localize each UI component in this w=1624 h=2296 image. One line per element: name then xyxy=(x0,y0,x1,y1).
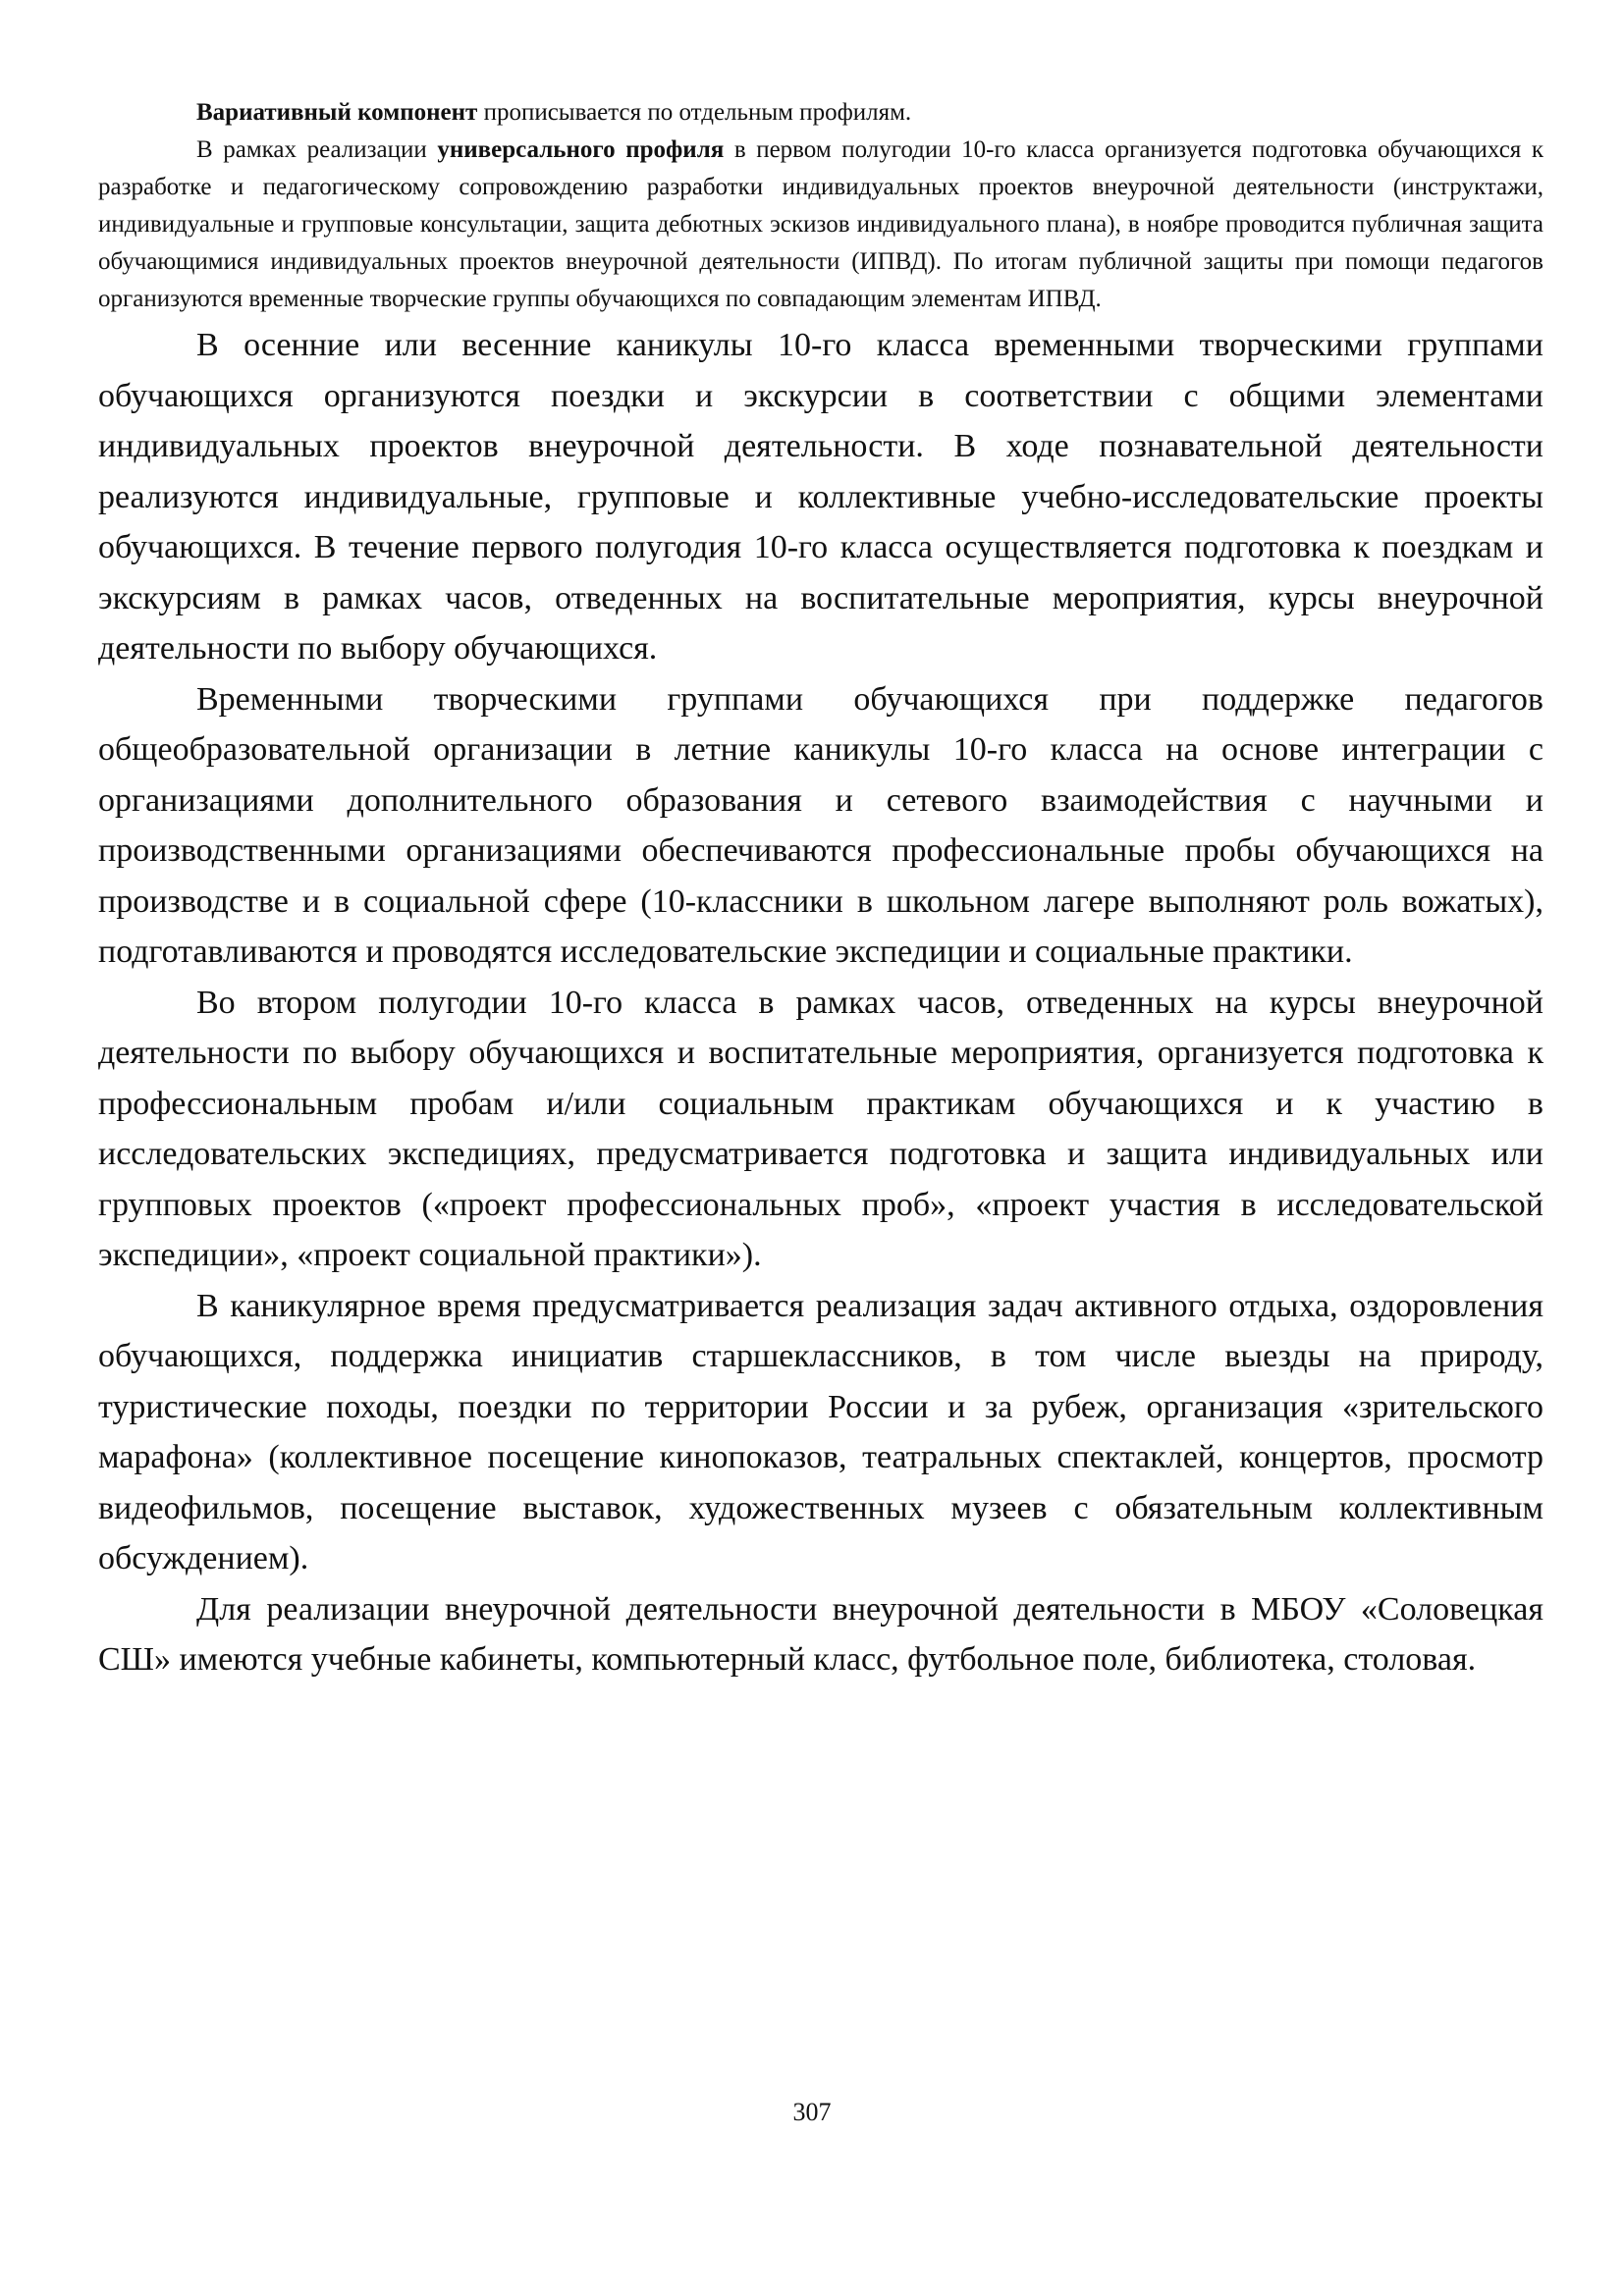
paragraph-facilities: Для реализации внеурочной деятельности внеурочной деятельности в МБОУ «Соловецкая СШ» имеются учебные кабинеты, компьютерный класс, футбольное поле, библиотека, столовая. xyxy=(98,1590,1543,1678)
page-number: 307 xyxy=(792,2098,832,2126)
paragraph-holiday-time: В каникулярное время предусматривается реализация задач активного отдыха, оздоровления обучающихся, поддержка инициатив старшеклассников, в том числе выезды на природу, туристические походы, поездки по территории России и за рубеж, организация «зрительского марафона» (коллективное посещение кинопоказов, театральных спектаклей, концертов, просмотр видеофильмов, посещение выставок, художественных музеев с обязательным коллективным обсуждением). xyxy=(98,1287,1543,1576)
paragraph-variative-component xyxy=(98,94,1543,132)
bold-term-variative-component: Вариативный компонент xyxy=(196,99,478,126)
paragraph-summer-holidays: Временными творческими группами обучающихся при поддержке педагогов общеобразовательной организации в летние каникулы 10-го класса на основе интеграции с организациями дополнительного образования и сетевого взаимодействия с научными и производственными организациями обеспечиваются профессиональные пробы обучающихся на производстве и в социальной сфере (10-классники в школьном лагере выполняют роль вожатых), подготавливаются и проводятся исследовательские экспедиции и социальные практики. xyxy=(98,680,1543,970)
paragraph-text: в первом полугодии 10-го класса организуется подготовка обучающихся к разработке и педагогическому сопровождению разработки индивидуальных проектов внеурочной деятельности (инструктажи, индивидуальные и групповые консультации, защита дебютных эскизов индивидуального плана), в ноябре проводится публичная защита обучающимися индивидуальных проектов внеурочной деятельности (ИПВД). По итогам публичной защиты при помощи педагогов организуются временные творческие группы обучающихся по совпадающим элементам ИПВД. xyxy=(98,136,1544,312)
main-section xyxy=(98,320,1543,1685)
paragraph-text: В рамках реализации xyxy=(196,136,438,163)
paragraph-autumn-spring-holidays: В осенние или весенние каникулы 10-го класса временными творческими группами обучающихся организуются поездки и экскурсии в соответствии с общими элементами индивидуальных проектов внеурочной деятельности. В ходе познавательной деятельности реализуются индивидуальные, групповые и коллективные учебно-исследовательские проекты обучающихся. В течение первого полугодия 10-го класса осуществляется подготовка к поездкам и экскурсиям в рамках часов, отведенных на воспитательные мероприятия, курсы внеурочной деятельности по выбору обучающихся. xyxy=(98,327,1543,667)
paragraph-text: прописывается по отдельным профилям. xyxy=(477,99,912,126)
paragraph-second-semester: Во втором полугодии 10-го класса в рамках часов, отведенных на курсы внеурочной деятельности по выбору обучающихся и воспитательные мероприятия, организуется подготовка к профессиональным пробам и/или социальным практикам обучающихся и к участию в исследовательских экспедициях, предусматривается подготовка и защита индивидуальных или групповых проектов («проект профессиональных проб», «проект участия в исследовательской экспедиции», «проект социальной практики»). xyxy=(98,984,1543,1273)
bold-term-universal-profile: универсального профиля xyxy=(437,136,725,163)
paragraph-universal-profile xyxy=(98,132,1543,318)
document-page xyxy=(98,94,1543,1685)
intro-section xyxy=(98,94,1543,318)
